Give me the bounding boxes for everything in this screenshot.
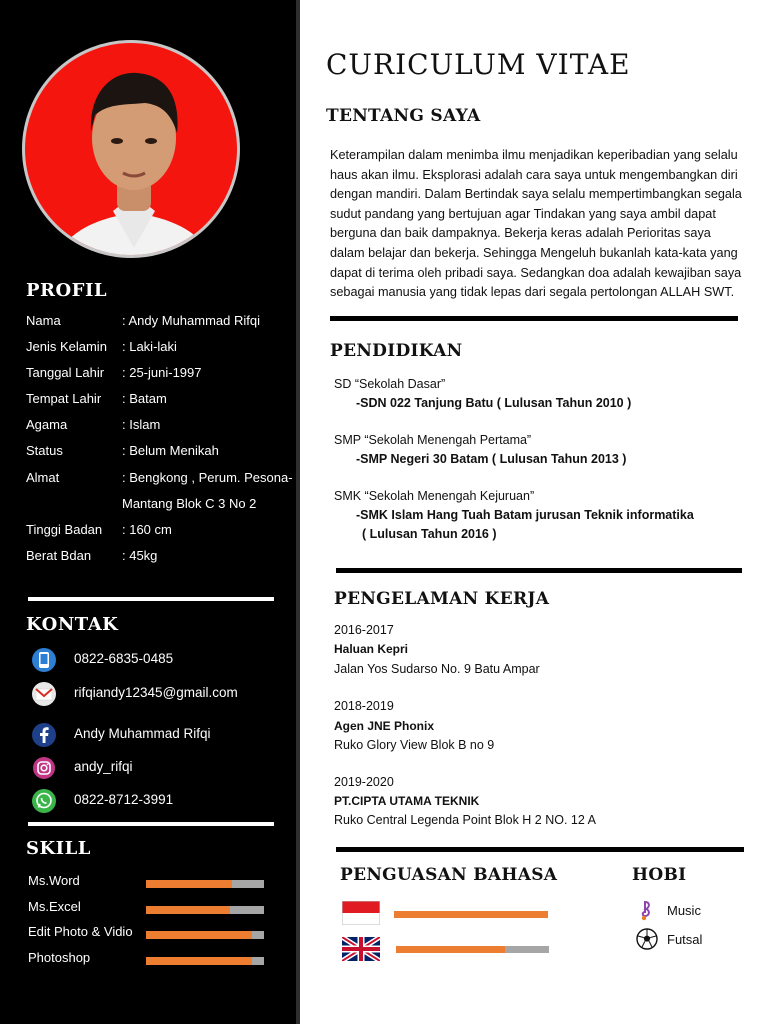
facebook-icon — [30, 722, 58, 748]
education-level: SMK “Sekolah Menengah Kejuruan” — [334, 489, 535, 503]
sidebar — [0, 0, 300, 1024]
hobby-name: Music — [667, 903, 701, 918]
job-company: Haluan Kepri — [334, 642, 409, 656]
about-heading: TENTANG SAYA — [326, 106, 481, 126]
job-address: Ruko Glory View Blok B no 9 — [334, 738, 495, 752]
profile-label: Tempat Lahir — [26, 391, 102, 406]
language-bar-fill — [396, 946, 505, 953]
skill-bar-fill — [146, 880, 232, 888]
language-bar-fill — [394, 911, 548, 918]
profile-label: Tanggal Lahir — [26, 365, 105, 380]
divider — [28, 597, 274, 601]
soccer-ball-icon — [636, 928, 658, 950]
skill-name: Ms.Excel — [28, 899, 81, 914]
divider — [336, 847, 744, 852]
education-level: SD “Sekolah Dasar” — [334, 377, 446, 391]
skill-bar-track — [146, 906, 264, 914]
job-company: Agen JNE Phonix — [334, 719, 435, 733]
profile-label: Agama — [26, 417, 68, 432]
education-heading: PENDIDIKAN — [330, 341, 463, 361]
profile-label: Jenis Kelamin — [26, 339, 107, 354]
contact-heading: KONTAK — [26, 614, 119, 635]
language-bar-track — [396, 946, 549, 953]
skill-name: Ms.Word — [28, 873, 80, 888]
whatsapp-icon — [30, 788, 58, 814]
education-school: -SMP Negeri 30 Batam ( Lulusan Tahun 2013 ) — [356, 452, 627, 466]
hobby-name: Futsal — [667, 932, 703, 947]
profile-value: : 45kg — [122, 548, 158, 563]
instagram-icon — [30, 755, 58, 781]
language-bar-track — [394, 911, 548, 918]
contact-text: andy_rifqi — [74, 759, 133, 774]
skill-bar-track — [146, 957, 264, 965]
contact-text: Andy Muhammad Rifqi — [74, 726, 211, 741]
education-school: -SDN 022 Tanjung Batu ( Lulusan Tahun 2010 ) — [356, 396, 632, 410]
skill-bar-fill — [146, 906, 230, 914]
profile-value: : 25-juni-1997 — [122, 365, 202, 380]
divider — [28, 822, 274, 826]
profile-value-line2: Mantang Blok C 3 No 2 — [122, 496, 257, 511]
skill-bar-fill — [146, 931, 252, 939]
profile-value: : Belum Menikah — [122, 443, 219, 458]
profile-value: : Andy Muhammad Rifqi — [122, 313, 261, 328]
job-address: Jalan Yos Sudarso No. 9 Batu Ampar — [334, 662, 540, 676]
about-text: Keterampilan dalam menimba ilmu menjadikan keperibadian yang selalu haus akan ilmu. Eksplorasi adalah cara saya untuk mengembangkan diri dengan mandiri. Dalam Bertindak saya selalu mempertimbangkan segala sudut pandang yang bertujuan agar Tindakan yang saya ambil dapat berguna dan baik dampaknya. Bekerja keras adalah Perioritas saya dalam belajar dan bekerja. Sehingga Mengeluh bukanlah kata-kata yang dapat di terima oleh pribadi saya. Sedangkan doa adalah kewajiban saya sebagai manusia yang tidak lepas dari segala pertolongan ALLAH SWT. — [330, 148, 742, 300]
profile-label: Nama — [26, 313, 61, 328]
profile-label: Berat Bdan — [26, 548, 92, 563]
phone-icon — [30, 647, 58, 673]
profile-value: : Bengkong , Perum. Pesona- — [122, 470, 293, 485]
music-note-icon — [636, 899, 658, 921]
skill-row — [28, 924, 268, 942]
profile-label: Tinggi Badan — [26, 522, 103, 537]
divider — [330, 316, 738, 321]
hobby-heading: HOBI — [632, 865, 687, 885]
divider — [336, 568, 742, 573]
page-title: CURICULUM VITAE — [326, 48, 631, 81]
profile-value: : 160 cm — [122, 522, 172, 537]
job-period: 2019-2020 — [334, 775, 394, 789]
profile-photo — [22, 40, 240, 258]
profile-label: Status — [26, 443, 63, 458]
language-heading: PENGUASAN BAHASA — [340, 865, 558, 885]
education-school-line2: ( Lulusan Tahun 2016 ) — [362, 527, 497, 541]
contact-text: rifqiandy12345@gmail.com — [74, 685, 238, 700]
profile-heading: PROFIL — [26, 280, 108, 301]
skill-heading: SKILL — [26, 838, 91, 859]
experience-heading: PENGELAMAN KERJA — [334, 589, 550, 609]
profile-value: : Islam — [122, 417, 161, 432]
uk-flag-icon — [342, 937, 380, 961]
skill-name: Edit Photo & Vidio — [28, 924, 133, 939]
skill-bar-fill — [146, 957, 252, 965]
education-level: SMP “Sekolah Menengah Pertama” — [334, 433, 532, 447]
skill-bar-track — [146, 931, 264, 939]
indonesia-flag-icon — [342, 901, 380, 925]
contact-text: 0822-8712-3991 — [74, 792, 174, 807]
skill-bar-track — [146, 880, 264, 888]
education-school: -SMK Islam Hang Tuah Batam jurusan Teknik informatika — [356, 508, 694, 522]
profile-value: : Laki-laki — [122, 339, 177, 354]
job-period: 2016-2017 — [334, 623, 394, 637]
gmail-icon — [30, 681, 58, 707]
skill-row — [28, 950, 268, 968]
skill-row — [28, 873, 268, 891]
job-company: PT.CIPTA UTAMA TEKNIK — [334, 794, 480, 808]
job-address: Ruko Central Legenda Point Blok H 2 NO. 12 A — [334, 813, 596, 827]
contact-text: 0822-6835-0485 — [74, 651, 174, 666]
skill-row — [28, 899, 268, 917]
job-period: 2018-2019 — [334, 699, 394, 713]
profile-label: Almat — [26, 470, 60, 485]
skill-name: Photoshop — [28, 950, 91, 965]
profile-value: : Batam — [122, 391, 167, 406]
